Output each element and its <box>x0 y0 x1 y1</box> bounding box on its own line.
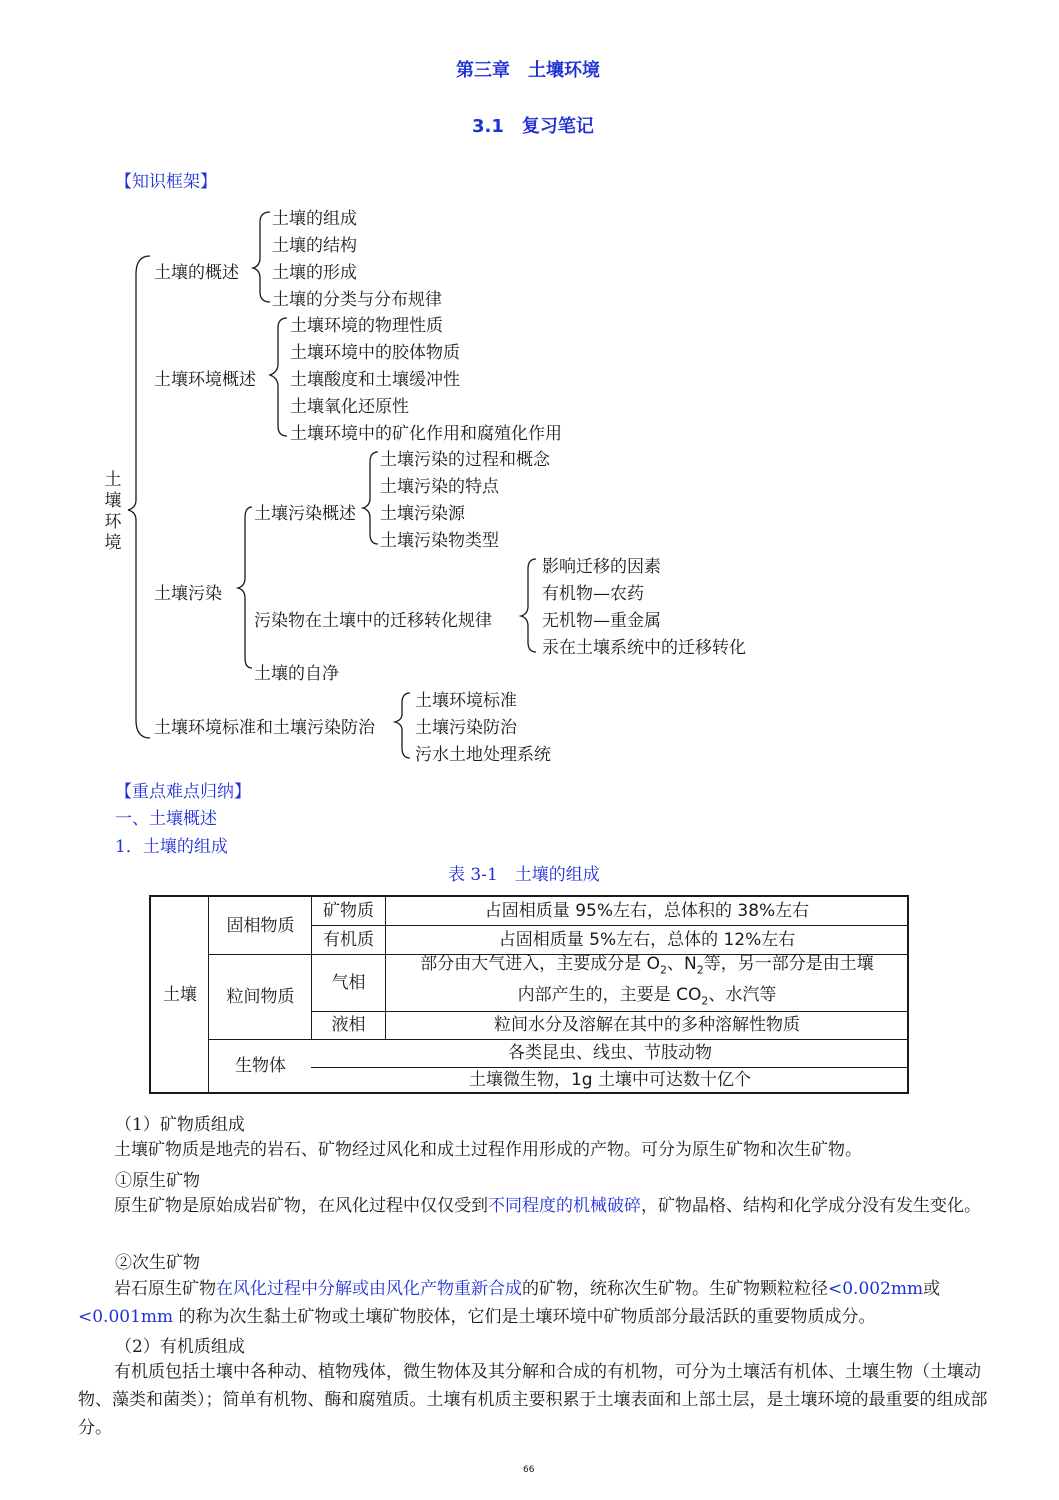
section-title: 3.1 复习笔记 <box>472 116 594 137</box>
table-root-cell: 土壤 <box>163 984 197 1005</box>
mindmap-item: 土壤污染防治 <box>415 718 517 738</box>
table-solid-cell: 固相物质 <box>226 915 295 936</box>
para-heading-secondary: ②次生矿物 <box>115 1253 200 1273</box>
table-bio-desc-2: 土壤微生物，1g 土壤中可达数十亿个 <box>468 1069 751 1090</box>
mindmap-item: 有机物—农药 <box>542 584 644 604</box>
mindmap-item: 土壤的形成 <box>272 263 357 283</box>
mindmap-item: 土壤污染的特点 <box>380 477 499 497</box>
table-caption: 表 3-1 土壤的组成 <box>448 865 600 885</box>
mindmap-root: 土壤环境 <box>104 470 122 553</box>
table-mineral-desc: 占固相质量 95%左右，总体积的 38%左右 <box>484 901 810 921</box>
mindmap-item: 土壤的结构 <box>272 236 357 256</box>
composition-table <box>149 895 909 1094</box>
table-mineral-cell: 矿物质 <box>323 901 374 921</box>
table-gas-cell: 气相 <box>331 972 366 993</box>
mindmap-item: 土壤氧化还原性 <box>290 397 409 417</box>
brace-sub-2 <box>521 559 536 652</box>
framework-label: 【知识框架】 <box>115 172 217 192</box>
mindmap-item: 影响迁移的因素 <box>542 557 661 577</box>
table-inter-cell: 粒间物质 <box>226 986 295 1007</box>
mindmap-subgroup-1: 土壤污染概述 <box>254 504 356 524</box>
para-heading-organic: （2）有机质组成 <box>115 1337 245 1357</box>
mindmap-group-4: 土壤环境标准和土壤污染防治 <box>154 718 375 738</box>
mindmap-group-2: 土壤环境概述 <box>154 370 256 390</box>
table-liquid-desc: 粒间水分及溶解在其中的多种溶解性物质 <box>494 1015 800 1035</box>
table-bio-cell: 生物体 <box>235 1055 286 1076</box>
keypoints-label: 【重点难点归纳】 <box>115 782 251 802</box>
mindmap-subgroup-3: 土壤的自净 <box>254 664 339 684</box>
heading-level-2: 1．土壤的组成 <box>115 837 228 857</box>
mindmap-item: 土壤环境标准 <box>415 691 517 711</box>
mindmap-group-1: 土壤的概述 <box>154 263 239 283</box>
mindmap-item: 汞在土壤系统中的迁移转化 <box>542 638 746 658</box>
page-number: 66 <box>523 1465 535 1475</box>
mindmap-item: 土壤的组成 <box>272 209 357 229</box>
mindmap-item: 土壤环境的物理性质 <box>290 316 443 336</box>
brace-sub-1 <box>363 452 378 544</box>
mindmap-item: 土壤酸度和土壤缓冲性 <box>290 370 460 390</box>
table-bio-desc-1: 各类昆虫、线虫、节肢动物 <box>508 1043 712 1063</box>
table-gas-desc: 部分由大气进入，主要成分是 $O_2$、$N_2$等，另一部分是由土壤 内部产生的，主要是 $CO_2$、水汽等 <box>420 954 874 1007</box>
table-liquid-cell: 液相 <box>331 1015 366 1035</box>
paragraph: 原生矿物是原始成岩矿物，在风化过程中仅仅受到不同程度的机械破碎，矿物晶格、结构和化学成分没有发生变化。 <box>114 1196 981 1216</box>
paragraph: 土壤矿物质是地壳的岩石、矿物经过风化和成土过程作用形成的产物。可分为原生矿物和次生矿物。 <box>114 1140 862 1160</box>
para-heading-primary: ①原生矿物 <box>115 1171 200 1191</box>
mindmap-item: 土壤环境中的矿化作用和腐殖化作用 <box>290 424 562 444</box>
para-heading-mineral: （1）矿物质组成 <box>115 1115 245 1135</box>
heading-level-1: 一、土壤概述 <box>115 809 217 829</box>
brace-group-4 <box>395 693 410 758</box>
chapter-title: 第三章 土壤环境 <box>456 60 600 81</box>
mindmap-item: 无机物—重金属 <box>542 611 661 631</box>
brace-group-3 <box>238 507 252 668</box>
table-organic-cell: 有机质 <box>323 929 374 950</box>
table-organic-desc: 占固相质量 5%左右，总体的 12%左右 <box>498 929 796 950</box>
brace-root <box>128 256 150 738</box>
mindmap-subgroup-2: 污染物在土壤中的迁移转化规律 <box>254 611 492 631</box>
brace-group-1 <box>253 212 270 302</box>
mindmap-item: 土壤的分类与分布规律 <box>272 290 442 310</box>
mindmap-item: 土壤污染物类型 <box>380 531 499 551</box>
mindmap-item: 污水土地处理系统 <box>415 745 551 765</box>
mindmap-group-3: 土壤污染 <box>154 584 222 604</box>
mindmap-item: 土壤污染源 <box>380 504 465 524</box>
mindmap-item: 土壤环境中的胶体物质 <box>290 343 460 363</box>
brace-group-2 <box>270 318 287 436</box>
paragraph: 岩石原生矿物在风化过程中分解或由风化产物重新合成的矿物，统称次生矿物。生矿物颗粒粒径<0.002mm或<0.001mm 的称为次生黏土矿物或土壤矿物胶体，它们是土壤环境中矿物质部分最活跃的重要物质成分。 <box>78 1279 941 1327</box>
paragraph: 有机质包括土壤中各种动、植物残体，微生物体及其分解和合成的有机物，可分为土壤活有机体、土壤生物（土壤动物、藻类和菌类）；简单有机物、酶和腐殖质。土壤有机质主要积累于土壤表面和上部土层，是土壤环境的最重要的组成部分。 <box>78 1362 988 1438</box>
mindmap-item: 土壤污染的过程和概念 <box>380 450 550 470</box>
